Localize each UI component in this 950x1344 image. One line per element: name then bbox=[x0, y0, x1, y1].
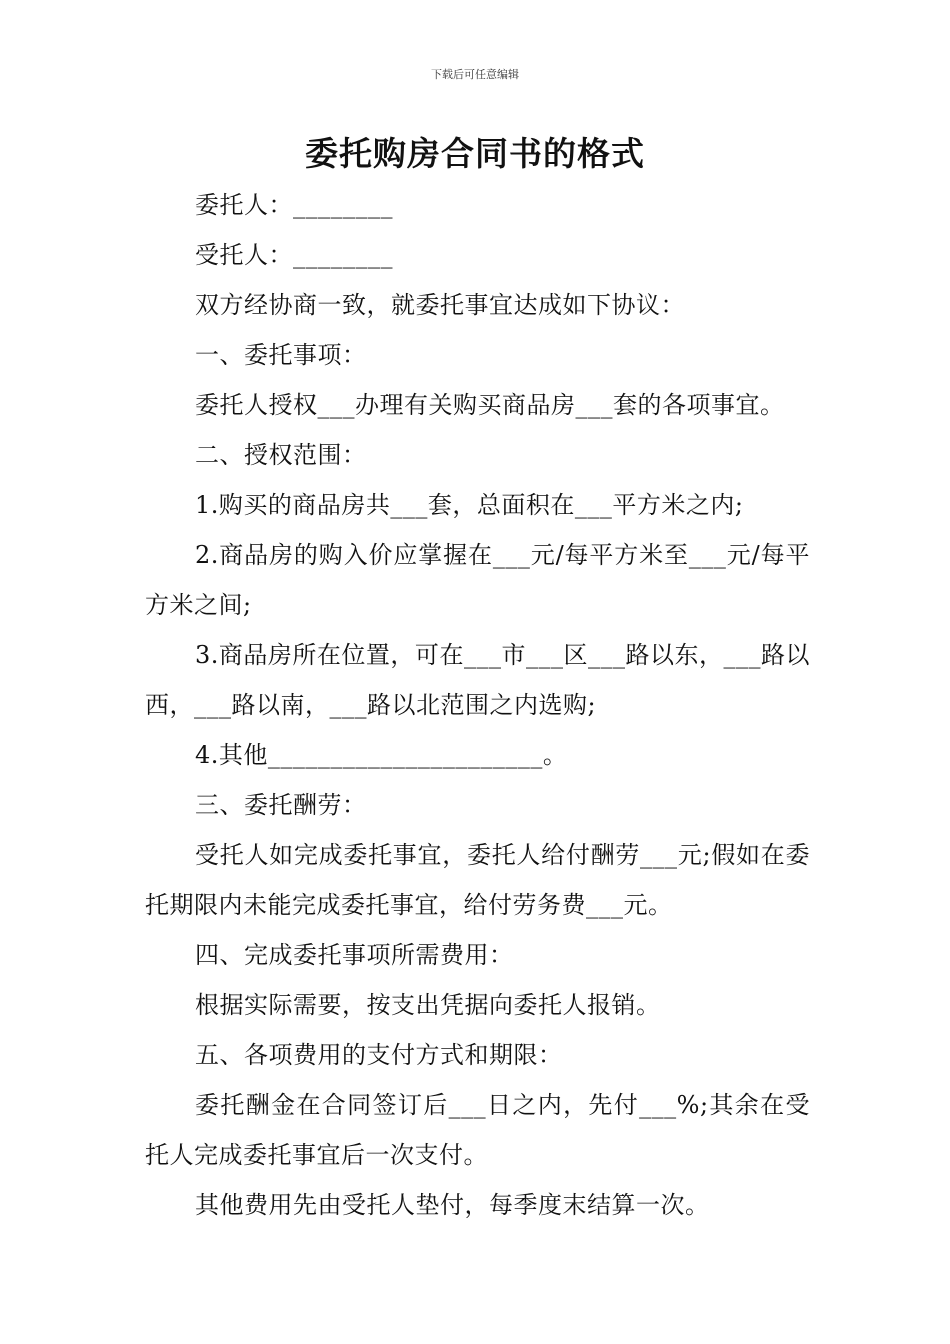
scope-item-4: 4.其他______________________。 bbox=[195, 741, 568, 769]
section-3-heading: 三、委托酬劳： bbox=[195, 791, 367, 819]
agent-line: 受托人：________ bbox=[195, 241, 393, 269]
section-4-text: 根据实际需要，按支出凭据向委托人报销。 bbox=[195, 991, 661, 1019]
principal-line: 委托人：________ bbox=[195, 191, 393, 219]
section-1-text: 委托人授权___办理有关购买商品房___套的各项事宜。 bbox=[195, 391, 785, 419]
header-note: 下载后可任意编辑 bbox=[431, 68, 519, 81]
scope-item-2: 2.商品房的购入价应掌握在___元/每平方米至___元/每平方米之间; bbox=[145, 541, 810, 619]
agreement-intro: 双方经协商一致，就委托事宜达成如下协议： bbox=[195, 291, 685, 319]
section-5-heading: 五、各项费用的支付方式和期限： bbox=[195, 1041, 563, 1069]
scope-item-3: 3.商品房所在位置，可在___市___区___路以东，___路以西，___路以南，___路以北范围之内选购; bbox=[145, 641, 810, 719]
section-2-heading: 二、授权范围： bbox=[195, 441, 367, 469]
section-1-heading: 一、委托事项： bbox=[195, 341, 367, 369]
section-3-text: 受托人如完成委托事宜，委托人给付酬劳___元;假如在委托期限内未能完成委托事宜，给付劳务费___元。 bbox=[145, 841, 810, 919]
document-body bbox=[145, 180, 810, 1230]
section-5-text-2: 其他费用先由受托人垫付，每季度末结算一次。 bbox=[195, 1191, 710, 1219]
scope-item-1: 1.购买的商品房共___套，总面积在___平方米之内; bbox=[195, 491, 744, 519]
document-title: 委托购房合同书的格式 bbox=[305, 134, 645, 173]
section-4-heading: 四、完成委托事项所需费用： bbox=[195, 941, 514, 969]
section-5-text-1: 委托酬金在合同签订后___日之内，先付___%;其余在受托人完成委托事宜后一次支付。 bbox=[145, 1091, 810, 1169]
